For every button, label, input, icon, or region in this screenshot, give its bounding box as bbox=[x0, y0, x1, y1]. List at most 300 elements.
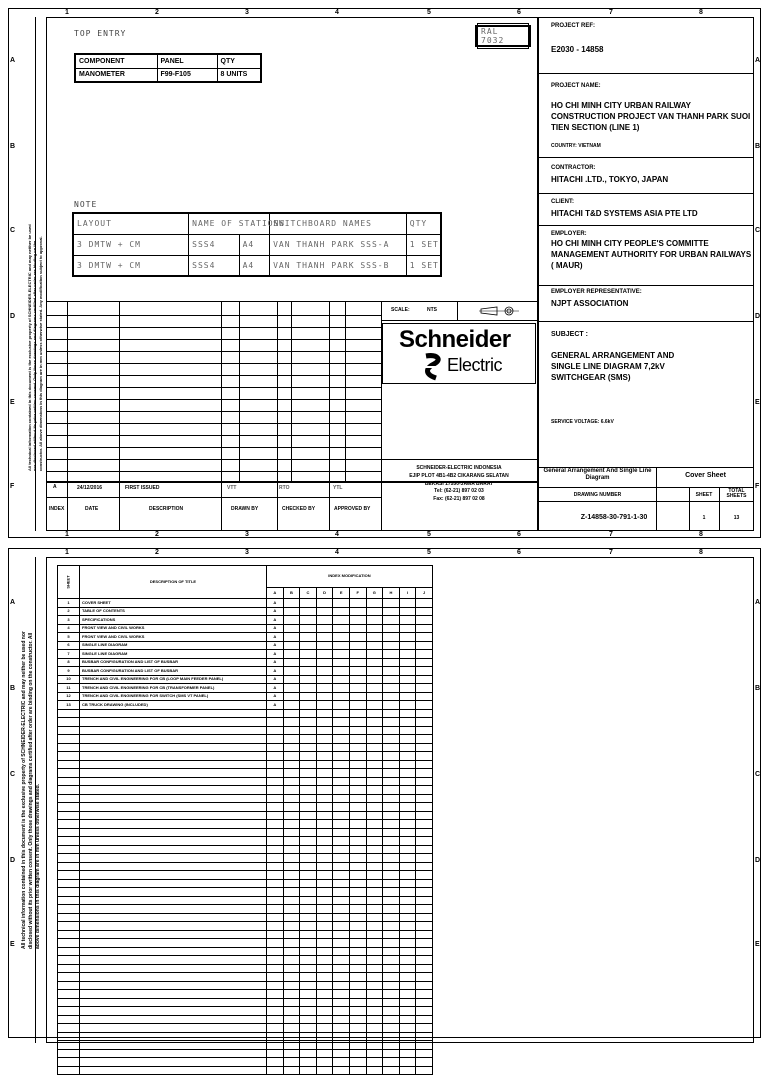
revision-cell bbox=[366, 786, 383, 795]
table-row bbox=[58, 624, 433, 633]
revision-cell bbox=[283, 607, 300, 616]
revision-cell bbox=[349, 973, 366, 982]
revision-cell bbox=[349, 905, 366, 914]
revision-cell bbox=[267, 964, 284, 973]
revision-cell bbox=[399, 607, 416, 616]
revision-cell bbox=[366, 939, 383, 948]
revision-cell bbox=[399, 1032, 416, 1041]
revision-cell: A bbox=[267, 624, 284, 633]
revision-cell bbox=[283, 947, 300, 956]
revision-cell bbox=[300, 879, 317, 888]
revision-cell bbox=[366, 913, 383, 922]
revision-cell bbox=[349, 981, 366, 990]
revision-cell bbox=[267, 726, 284, 735]
table-row: 3 DMTW + CM SSS4 A4 VAN THANH PARK SSS-B 1 SET bbox=[73, 255, 441, 276]
table-row bbox=[58, 701, 433, 710]
header-description: DESCRIPTION bbox=[149, 506, 184, 512]
table-row bbox=[58, 709, 433, 718]
table-row bbox=[58, 811, 433, 820]
table-row bbox=[58, 820, 433, 829]
revision-cell bbox=[416, 692, 433, 701]
revision-cell bbox=[333, 633, 350, 642]
revision-cell bbox=[366, 845, 383, 854]
revision-index: A bbox=[53, 484, 57, 490]
revision-cell bbox=[383, 811, 400, 820]
title-cell bbox=[80, 794, 267, 803]
revision-cell bbox=[333, 913, 350, 922]
revision-cell bbox=[383, 641, 400, 650]
header-checked: CHECKED BY bbox=[282, 506, 316, 512]
table-row bbox=[58, 981, 433, 990]
title-cell bbox=[80, 726, 267, 735]
revision-cell bbox=[316, 811, 333, 820]
revision-cell bbox=[283, 692, 300, 701]
revision-cell bbox=[316, 1066, 333, 1075]
revision-cell bbox=[316, 981, 333, 990]
revision-cell bbox=[283, 837, 300, 846]
sheet-number-cell bbox=[58, 930, 80, 939]
table-row bbox=[58, 658, 433, 667]
revision-cell bbox=[283, 769, 300, 778]
revision-cell bbox=[399, 667, 416, 676]
revision-cell bbox=[416, 726, 433, 735]
revision-cell bbox=[333, 896, 350, 905]
revision-cell bbox=[333, 1024, 350, 1033]
revision-cell bbox=[383, 922, 400, 931]
title-cell bbox=[80, 1024, 267, 1033]
revision-cell bbox=[349, 624, 366, 633]
revision-cell bbox=[283, 854, 300, 863]
revision-cell bbox=[300, 607, 317, 616]
revision-cell bbox=[333, 667, 350, 676]
revision-cell bbox=[416, 769, 433, 778]
revision-cell bbox=[349, 786, 366, 795]
revision-cell bbox=[267, 981, 284, 990]
revision-cell bbox=[399, 1015, 416, 1024]
sheet-number-cell bbox=[58, 871, 80, 880]
revision-cell bbox=[416, 947, 433, 956]
sheet-number-cell bbox=[58, 854, 80, 863]
revision-cell bbox=[383, 990, 400, 999]
revision-cell bbox=[300, 939, 317, 948]
revision-cell bbox=[349, 1058, 366, 1067]
revision-cell bbox=[399, 684, 416, 693]
revision-cell bbox=[366, 794, 383, 803]
revision-cell bbox=[366, 718, 383, 727]
revision-cell bbox=[399, 1007, 416, 1016]
revision-cell bbox=[399, 658, 416, 667]
revision-cell bbox=[366, 981, 383, 990]
revision-cell bbox=[316, 964, 333, 973]
revision-cell bbox=[416, 930, 433, 939]
revision-cell bbox=[300, 913, 317, 922]
title-cell bbox=[80, 786, 267, 795]
title-cell bbox=[80, 1058, 267, 1067]
revision-cell bbox=[283, 718, 300, 727]
revision-cell bbox=[383, 862, 400, 871]
title-cell bbox=[80, 743, 267, 752]
revision-cell bbox=[300, 1041, 317, 1050]
revision-cell bbox=[316, 913, 333, 922]
revision-cell bbox=[349, 964, 366, 973]
revision-cell bbox=[316, 930, 333, 939]
revision-cell bbox=[349, 913, 366, 922]
revision-cell bbox=[399, 981, 416, 990]
revision-cell bbox=[383, 743, 400, 752]
revision-cell bbox=[267, 1032, 284, 1041]
revision-cell bbox=[283, 956, 300, 965]
revision-cell bbox=[300, 760, 317, 769]
revision-cell bbox=[267, 752, 284, 761]
title-cell bbox=[80, 939, 267, 948]
revision-cell bbox=[316, 1032, 333, 1041]
revision-cell bbox=[316, 794, 333, 803]
revision-cell bbox=[300, 871, 317, 880]
revision-cell bbox=[333, 930, 350, 939]
revision-cell bbox=[283, 1058, 300, 1067]
revision-cell bbox=[366, 701, 383, 710]
title-cell bbox=[80, 973, 267, 982]
revision-cell bbox=[416, 879, 433, 888]
revision-cell bbox=[316, 862, 333, 871]
revision-cell bbox=[316, 726, 333, 735]
revision-cell bbox=[283, 973, 300, 982]
revision-cell bbox=[416, 896, 433, 905]
revision-cell bbox=[300, 709, 317, 718]
sheet-number-cell bbox=[58, 998, 80, 1007]
table-row bbox=[58, 922, 433, 931]
revision-cell bbox=[283, 675, 300, 684]
revision-cell bbox=[333, 726, 350, 735]
title-cell bbox=[80, 947, 267, 956]
revision-cell bbox=[267, 854, 284, 863]
title-cell bbox=[80, 845, 267, 854]
revision-cell bbox=[300, 692, 317, 701]
revision-cell bbox=[366, 624, 383, 633]
revision-cell bbox=[383, 1015, 400, 1024]
title-cell bbox=[80, 956, 267, 965]
revision-cell bbox=[349, 998, 366, 1007]
client: HITACHI T&D SYSTEMS ASIA PTE LTD bbox=[551, 209, 698, 218]
revision-cell bbox=[316, 828, 333, 837]
revision-cell bbox=[267, 1007, 284, 1016]
revision-cell bbox=[267, 820, 284, 829]
table-row bbox=[58, 930, 433, 939]
revision-cell bbox=[316, 701, 333, 710]
sheet-number-cell bbox=[58, 956, 80, 965]
revision-cell bbox=[383, 998, 400, 1007]
revision-cell bbox=[349, 803, 366, 812]
revision-cell bbox=[366, 1049, 383, 1058]
sheet-number-cell bbox=[58, 794, 80, 803]
subject: GENERAL ARRANGEMENT AND SINGLE LINE DIAGRAM 7,2kV SWITCHGEAR (SMS) bbox=[551, 351, 675, 382]
revision-cell: A bbox=[267, 684, 284, 693]
revision-cell bbox=[333, 709, 350, 718]
revision-cell bbox=[267, 998, 284, 1007]
revision-cell bbox=[267, 947, 284, 956]
employer-representative: NJPT ASSOCIATION bbox=[551, 299, 629, 308]
table-row bbox=[58, 828, 433, 837]
revision-cell bbox=[399, 752, 416, 761]
revision-cell bbox=[416, 794, 433, 803]
revision-cell bbox=[349, 837, 366, 846]
table-row bbox=[58, 1032, 433, 1041]
revision-cell bbox=[416, 1007, 433, 1016]
header-date: DATE bbox=[85, 506, 99, 512]
table-row bbox=[58, 837, 433, 846]
revision-cell bbox=[267, 828, 284, 837]
revision-cell bbox=[333, 692, 350, 701]
revision-cell bbox=[366, 1041, 383, 1050]
revision-cell bbox=[300, 1049, 317, 1058]
sheet-number-cell bbox=[58, 820, 80, 829]
logo-wordmark-top: Schneider bbox=[399, 326, 511, 353]
sheet-number-cell bbox=[58, 1041, 80, 1050]
title-cell: SINGLE LINE DIAGRAM bbox=[80, 641, 267, 650]
revision-cell bbox=[399, 930, 416, 939]
revision-cell bbox=[399, 896, 416, 905]
sheet-number-cell: 13 bbox=[58, 701, 80, 710]
revision-cell bbox=[283, 939, 300, 948]
revision-cell bbox=[383, 1024, 400, 1033]
sheet-number-cell bbox=[58, 786, 80, 795]
revision-cell bbox=[267, 794, 284, 803]
revision-cell bbox=[333, 803, 350, 812]
sheet-number-cell bbox=[58, 922, 80, 931]
sheet-number-cell bbox=[58, 964, 80, 973]
revision-cell bbox=[333, 862, 350, 871]
revision-cell bbox=[383, 667, 400, 676]
notes-qty-header: QTY bbox=[406, 213, 441, 234]
revision-cell bbox=[283, 667, 300, 676]
revision-cell bbox=[300, 650, 317, 659]
revision-cell bbox=[399, 650, 416, 659]
table-row bbox=[58, 616, 433, 625]
revision-cell bbox=[333, 616, 350, 625]
revision-cell bbox=[333, 1007, 350, 1016]
revision-cell bbox=[383, 913, 400, 922]
sheet-number-cell bbox=[58, 896, 80, 905]
revision-cell bbox=[399, 913, 416, 922]
revision-cell bbox=[383, 803, 400, 812]
revision-cell bbox=[383, 769, 400, 778]
table-row bbox=[58, 1049, 433, 1058]
sheet-number-cell bbox=[58, 1024, 80, 1033]
revision-cell bbox=[383, 888, 400, 897]
revision-cell bbox=[399, 922, 416, 931]
revision-cell bbox=[416, 1049, 433, 1058]
revision-cell bbox=[366, 743, 383, 752]
revision-cell bbox=[349, 811, 366, 820]
revision-cell bbox=[399, 998, 416, 1007]
revision-cell bbox=[300, 752, 317, 761]
revision-cell bbox=[316, 735, 333, 744]
revision-cell bbox=[383, 854, 400, 863]
revision-cell bbox=[349, 675, 366, 684]
revision-cell bbox=[267, 956, 284, 965]
sheet-number-cell bbox=[58, 811, 80, 820]
revision-cell bbox=[283, 777, 300, 786]
revision-cell bbox=[316, 633, 333, 642]
table-row bbox=[58, 1015, 433, 1024]
revision-cell bbox=[283, 1041, 300, 1050]
revision-cell bbox=[316, 845, 333, 854]
scale-box: SCALE: NTS bbox=[381, 301, 537, 321]
revision-cell bbox=[416, 777, 433, 786]
revision-cell bbox=[366, 1032, 383, 1041]
sheet-column-header: SHEET bbox=[58, 566, 80, 599]
revision-cell bbox=[383, 1041, 400, 1050]
sheet-number-cell bbox=[58, 888, 80, 897]
revision-cell bbox=[399, 701, 416, 710]
revision-cell bbox=[267, 879, 284, 888]
revision-cell bbox=[283, 913, 300, 922]
revision-cell bbox=[366, 726, 383, 735]
sheet-number-cell bbox=[58, 1058, 80, 1067]
sheet-number-cell bbox=[58, 947, 80, 956]
revision-cell bbox=[333, 837, 350, 846]
revision-cell bbox=[283, 1024, 300, 1033]
title-cell bbox=[80, 981, 267, 990]
revision-cell bbox=[383, 1049, 400, 1058]
revision-cell bbox=[416, 684, 433, 693]
revision-cell bbox=[416, 1032, 433, 1041]
sheet-number-cell bbox=[58, 973, 80, 982]
revision-cell bbox=[316, 667, 333, 676]
revision-cell bbox=[316, 1007, 333, 1016]
sheet-number-cell bbox=[58, 828, 80, 837]
sheet-number-cell bbox=[58, 803, 80, 812]
revision-cell bbox=[366, 752, 383, 761]
revision-cell bbox=[283, 888, 300, 897]
revision-date: 24/12/2016 bbox=[77, 485, 103, 491]
table-row bbox=[58, 684, 433, 693]
revision-cell bbox=[416, 990, 433, 999]
revision-cell bbox=[383, 735, 400, 744]
revision-cell bbox=[283, 743, 300, 752]
revision-cell bbox=[349, 820, 366, 829]
title-block: PROJECT REF: E2030 - 14858 PROJECT NAME: HO CHI MINH CITY URBAN RAILWAY CONSTRUCTION PROJECT VAN THANH PARK SUOI TIEN SECTION (LINE 1) COUNTRY: VIETNAM CONTRACTOR: HITACHI .LTD., TOKYO, JAPAN CLIENT: HITACHI T&D SYSTEMS ASIA PTE LTD EMPLOYER: HO CHI MINH CITY PEOPLE'S COMMITTE MANAGEMENT AUTHORITY FOR URBAN RAILWAYS ( MAUR) EMPLOYER REPRESENTATIVE: NJPT ASSOCIATION SUBJECT : GENERAL ARRANGEMENT AND SINGLE LINE DIAGRAM 7,2kV SWITCHGEAR (SMS) SERVICE VOLTAGE: 6.6kV General Arrangement And Single Line Diagram Cover Sheet DRAWING NUMBER SHEET TOTAL SHEETS Z-14858-30-791-1-30 1 13 bbox=[539, 17, 754, 531]
revision-cell bbox=[383, 981, 400, 990]
revision-cell bbox=[316, 616, 333, 625]
revision-cell bbox=[399, 939, 416, 948]
sheet-number-cell bbox=[58, 1015, 80, 1024]
sheet-number-cell bbox=[58, 1049, 80, 1058]
revision-cell bbox=[349, 650, 366, 659]
revision-cell bbox=[300, 896, 317, 905]
revision-cell bbox=[333, 794, 350, 803]
revision-cell bbox=[267, 871, 284, 880]
revision-cell bbox=[366, 1015, 383, 1024]
table-row bbox=[58, 735, 433, 744]
revision-cell bbox=[267, 1066, 284, 1075]
revision-cell bbox=[366, 1007, 383, 1016]
component-cell: MANOMETER bbox=[75, 68, 157, 82]
revision-cell bbox=[366, 658, 383, 667]
revision-cell bbox=[416, 701, 433, 710]
revision-cell bbox=[366, 956, 383, 965]
table-row bbox=[58, 641, 433, 650]
logo-wordmark-bottom: Electric bbox=[447, 355, 503, 375]
revision-cell bbox=[383, 828, 400, 837]
index-letter-header: H bbox=[383, 587, 400, 598]
revision-cell bbox=[267, 786, 284, 795]
revision-cell bbox=[366, 905, 383, 914]
revision-cell bbox=[349, 854, 366, 863]
revision-cell bbox=[366, 879, 383, 888]
revision-cell bbox=[383, 871, 400, 880]
revision-cell bbox=[333, 820, 350, 829]
title-cell bbox=[80, 752, 267, 761]
life-is-on-icon bbox=[416, 352, 446, 382]
revision-cell bbox=[416, 939, 433, 948]
revision-cell bbox=[283, 1015, 300, 1024]
sheet-number-cell bbox=[58, 752, 80, 761]
title-cell: TRENCH AND CIVIL ENGINEERING FOR CB (TRANSFORMER PANEL) bbox=[80, 684, 267, 693]
employer: HO CHI MINH CITY PEOPLE'S COMMITTE MANAGEMENT AUTHORITY FOR URBAN RAILWAYS ( MAUR) bbox=[551, 239, 752, 270]
table-row bbox=[58, 667, 433, 676]
revision-cell bbox=[349, 1049, 366, 1058]
revision-cell bbox=[267, 1041, 284, 1050]
table-row bbox=[58, 650, 433, 659]
revision-cell bbox=[316, 1024, 333, 1033]
revision-cell bbox=[283, 811, 300, 820]
revision-cell bbox=[399, 1066, 416, 1075]
revision-cell bbox=[399, 1058, 416, 1067]
revision-cell bbox=[300, 981, 317, 990]
revision-cell bbox=[300, 973, 317, 982]
revision-cell bbox=[366, 828, 383, 837]
revision-cell bbox=[316, 658, 333, 667]
revision-cell bbox=[267, 888, 284, 897]
table-row bbox=[58, 913, 433, 922]
revision-cell bbox=[349, 777, 366, 786]
table-row bbox=[58, 862, 433, 871]
table-row bbox=[58, 964, 433, 973]
revision-cell bbox=[349, 718, 366, 727]
revision-cell bbox=[349, 633, 366, 642]
table-row: 3 DMTW + CM SSS4 A4 VAN THANH PARK SSS-A 1 SET bbox=[73, 234, 441, 255]
revision-cell bbox=[416, 650, 433, 659]
contractor: HITACHI .LTD., TOKYO, JAPAN bbox=[551, 175, 669, 184]
table-row bbox=[58, 607, 433, 616]
revision-cell bbox=[267, 845, 284, 854]
title-cell bbox=[80, 828, 267, 837]
revision-cell bbox=[333, 888, 350, 897]
revision-cell bbox=[366, 709, 383, 718]
revision-cell bbox=[366, 990, 383, 999]
revision-cell bbox=[333, 905, 350, 914]
revision-cell bbox=[300, 811, 317, 820]
revision-cell bbox=[333, 650, 350, 659]
revision-drawn: VTT bbox=[227, 485, 237, 491]
revision-cell bbox=[300, 837, 317, 846]
revision-cell bbox=[399, 760, 416, 769]
revision-cell bbox=[300, 599, 317, 608]
panel-cell: F99-F105 bbox=[157, 68, 217, 82]
revision-cell bbox=[267, 896, 284, 905]
revision-cell bbox=[316, 998, 333, 1007]
revision-cell bbox=[366, 1024, 383, 1033]
revision-cell bbox=[316, 820, 333, 829]
revision-cell bbox=[416, 1058, 433, 1067]
revision-cell bbox=[316, 803, 333, 812]
revision-cell bbox=[366, 930, 383, 939]
table-row bbox=[58, 905, 433, 914]
revision-cell bbox=[283, 709, 300, 718]
table-row bbox=[58, 743, 433, 752]
revision-cell bbox=[416, 811, 433, 820]
